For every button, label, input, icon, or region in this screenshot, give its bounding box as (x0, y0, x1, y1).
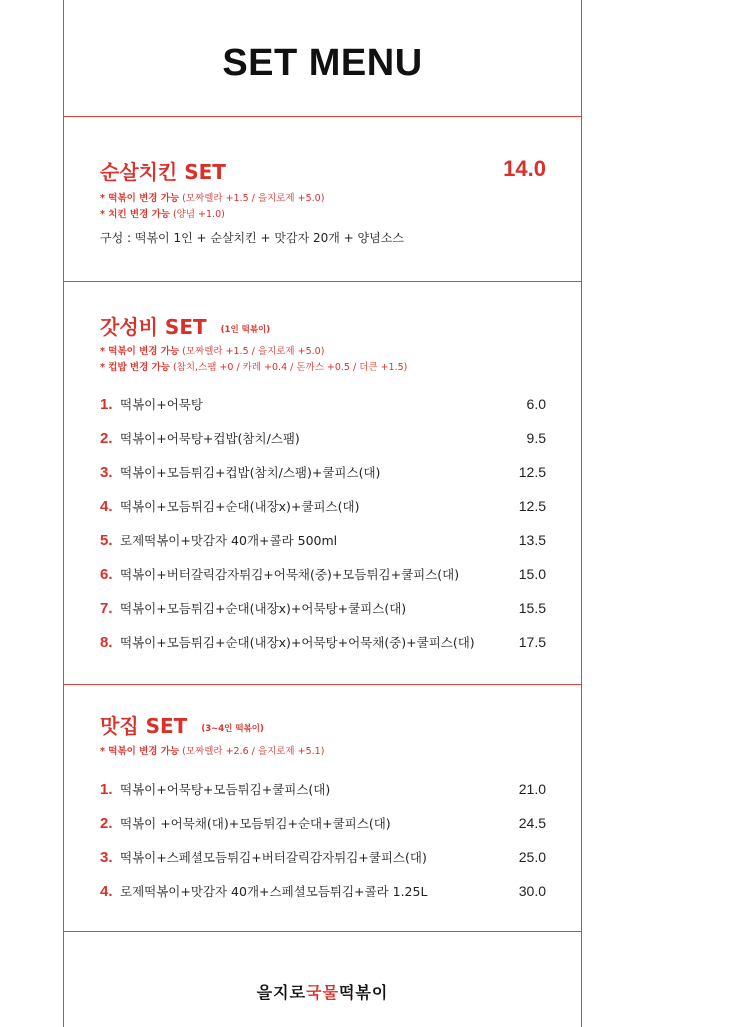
item-description: 떡볶이+버터갈릭감자튀김+어묵채(중)+모듬튀김+쿨피스(대) (120, 567, 460, 582)
menu-item (100, 633, 546, 653)
item-price: 6.0 (526, 396, 546, 412)
menu-item (100, 882, 546, 902)
item-description: 떡볶이+스페셜모듬튀김+버터갈릭감자튀김+쿨피스(대) (120, 850, 427, 865)
item-description: 로제떡볶이+맛감자 40개+스페셜모듬튀김+콜라 1.25L (120, 884, 428, 899)
item-number: 2. (100, 815, 113, 832)
menu-item (100, 599, 546, 619)
item-price: 15.5 (518, 600, 546, 616)
divider (64, 116, 581, 117)
brand-logo: 을지로국물떡볶이 (256, 983, 389, 1002)
item-number: 2. (100, 430, 113, 447)
option-note: * 치킨 변경 가능 (양념 +1.0) (100, 209, 225, 220)
item-price: 17.5 (518, 634, 546, 650)
divider (64, 931, 581, 932)
item-price: 21.0 (518, 781, 546, 797)
set-composition: 구성 : 떡볶이 1인 + 순살치킨 + 맛감자 20개 + 양념소스 (100, 231, 404, 245)
item-number: 3. (100, 849, 113, 866)
menu-item (100, 463, 546, 483)
menu-item (100, 531, 546, 551)
item-description: 떡볶이+모듬튀김+순대(내장x)+어묵탕+쿨피스(대) (120, 601, 407, 616)
item-price: 13.5 (518, 532, 546, 548)
menu-item (100, 395, 546, 415)
item-description: 떡볶이+어묵탕+컵밥(참치/스팸) (120, 431, 300, 446)
divider (64, 281, 581, 282)
menu-item (100, 780, 546, 800)
item-number: 6. (100, 566, 113, 583)
option-note: * 떡볶이 변경 가능 (모짜렐라 +1.5 / 을지로제 +5.0) (100, 346, 325, 357)
item-number: 4. (100, 498, 113, 515)
item-price: 24.5 (518, 815, 546, 831)
menu-item (100, 848, 546, 868)
item-number: 5. (100, 532, 113, 549)
item-price: 25.0 (518, 849, 546, 865)
item-price: 9.5 (526, 430, 546, 446)
item-number: 7. (100, 600, 113, 617)
menu-item (100, 497, 546, 517)
item-description: 로제떡볶이+맛감자 40개+콜라 500ml (120, 533, 338, 548)
option-note: * 떡볶이 변경 가능 (모짜렐라 +1.5 / 을지로제 +5.0) (100, 193, 325, 204)
item-description: 떡볶이 +어묵채(대)+모듬튀김+순대+쿨피스(대) (120, 816, 391, 831)
item-description: 떡볶이+모듬튀김+컵밥(참치/스팸)+쿨피스(대) (120, 465, 381, 480)
item-description: 떡볶이+모듬튀김+순대(내장x)+어묵탕+어묵채(중)+쿨피스(대) (120, 635, 475, 650)
item-price: 12.5 (518, 498, 546, 514)
section-price: 14.0 (503, 156, 546, 181)
page-title: SET MENU (222, 42, 423, 84)
item-price: 12.5 (518, 464, 546, 480)
item-price: 30.0 (518, 883, 546, 899)
item-number: 1. (100, 781, 113, 798)
section-subtitle: (3~4인 떡볶이) (201, 723, 264, 734)
section-subtitle: (1인 떡볶이) (220, 324, 271, 335)
item-description: 떡볶이+어묵탕+모듬튀김+쿨피스(대) (120, 782, 331, 797)
menu-item (100, 429, 546, 449)
item-description: 떡볶이+모듬튀김+순대(내장x)+쿨피스(대) (120, 499, 360, 514)
divider (64, 684, 581, 685)
section-title-value-set: 갓성비 SET (1인 떡볶이) (100, 315, 271, 339)
section-title-restaurant-set: 맛집 SET (3~4인 떡볶이) (100, 714, 264, 738)
menu-frame (63, 0, 582, 1027)
item-number: 3. (100, 464, 113, 481)
item-price: 15.0 (518, 566, 546, 582)
menu-item (100, 814, 546, 834)
item-number: 1. (100, 396, 113, 413)
menu-item (100, 565, 546, 585)
item-number: 4. (100, 883, 113, 900)
option-note: * 컵밥 변경 가능 (참치,스팸 +0 / 카레 +0.4 / 돈까스 +0.5 / 더큰 +1.5) (100, 362, 408, 373)
option-note: * 떡볶이 변경 가능 (모짜렐라 +2.6 / 을지로제 +5.1) (100, 746, 325, 757)
section-title-chicken-set: 순살치킨 SET (100, 160, 226, 184)
item-number: 8. (100, 634, 113, 651)
item-description: 떡볶이+어묵탕 (120, 397, 203, 412)
